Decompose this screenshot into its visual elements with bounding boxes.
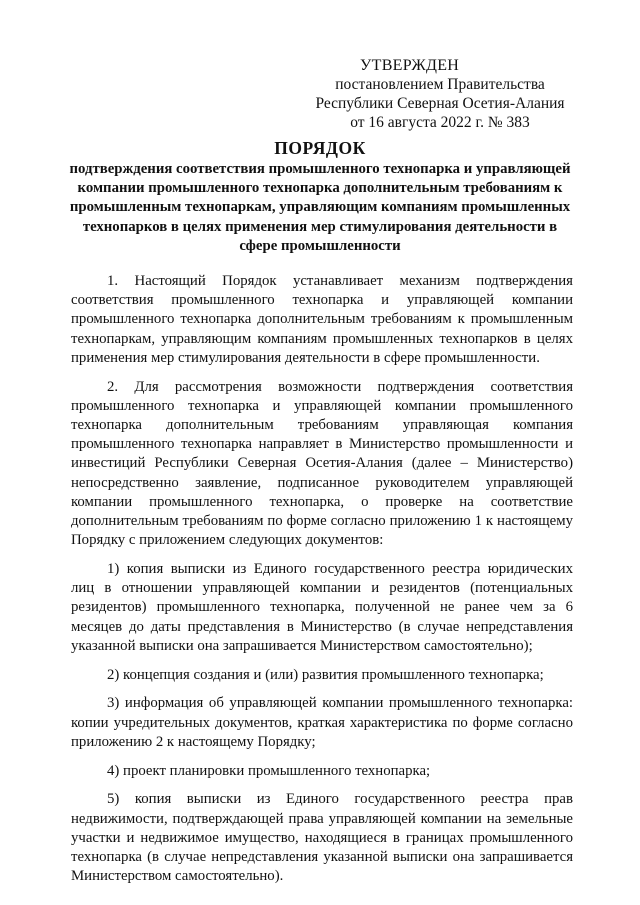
- document-title: ПОРЯДОК: [274, 138, 366, 158]
- paragraph-2: 2. Для рассмотрения возможности подтверждения соответствия промышленного технопарка и управляющей компании промышленного технопарка дополнительным требованиям управляющая компания промышленного технопарка направляет в Министерство промышленности и инвестиций Республики Северная Осетия-Алания (далее – Министерство) непосредственно заявление, подписанное руководителем управляющей компании промышленного технопарка, о проверке на соответствие дополнительным требованиям по форме согласно приложению 1 к настоящему Порядку с приложением следующих документов:: [71, 378, 573, 549]
- list-item-2: 2) концепция создания и (или) развития промышленного технопарка;: [107, 666, 544, 683]
- approval-line-1: постановлением Правительства: [335, 76, 545, 93]
- document-body: [71, 272, 573, 896]
- list-item-3: 3) информация об управляющей компании промышленного технопарка: копии учредительных документов, краткая характеристика по форме согласно приложению 2 к настоящему Порядку;: [71, 695, 573, 750]
- list-item-4: 4) проект планировки промышленного технопарка;: [107, 762, 431, 779]
- approval-line-3: от 16 августа 2022 г. № 383: [350, 114, 530, 131]
- paragraph-1: 1. Настоящий Порядок устанавливает механизм подтверждения соответствия промышленного технопарка и управляющей компании промышленного технопарка дополнительным требованиям к промышленным технопаркам, управляющим компаниям промышленных технопарков в целях применения мер стимулирования деятельности в сфере промышленности.: [71, 273, 573, 366]
- approval-line-2: Республики Северная Осетия-Алания: [315, 95, 565, 112]
- approval-stamp: УТВЕРЖДЕН: [360, 57, 460, 74]
- list-item-5: 5) копия выписки из Единого государственного реестра прав недвижимости, подтверждающей права управляющей компании на земельные участки и недвижимое имущество, находящиеся в границах промышленного технопарка (в случае непредставления указанной выписки она запрашивается Министерством самостоятельно).: [71, 791, 573, 885]
- approval-block: [300, 56, 580, 132]
- document-subtitle: подтверждения соответствия промышленного технопарка и управляющей компании промышленного технопарка дополнительным требованиям к промышленным технопаркам, управляющим компаниям промышленных технопарков в целях применения мер стимулирования деятельности в сфере промышленности: [69, 161, 571, 254]
- list-item-1: 1) копия выписки из Единого государственного реестра юридических лиц в отношении управляющей компании и резидентов (потенциальных резидентов) промышленного технопарка, полученной не ранее чем за 6 месяцев до даты представления в Министерство (в случае непредставления указанной выписки она запрашивается Министерством самостоятельно);: [71, 561, 573, 654]
